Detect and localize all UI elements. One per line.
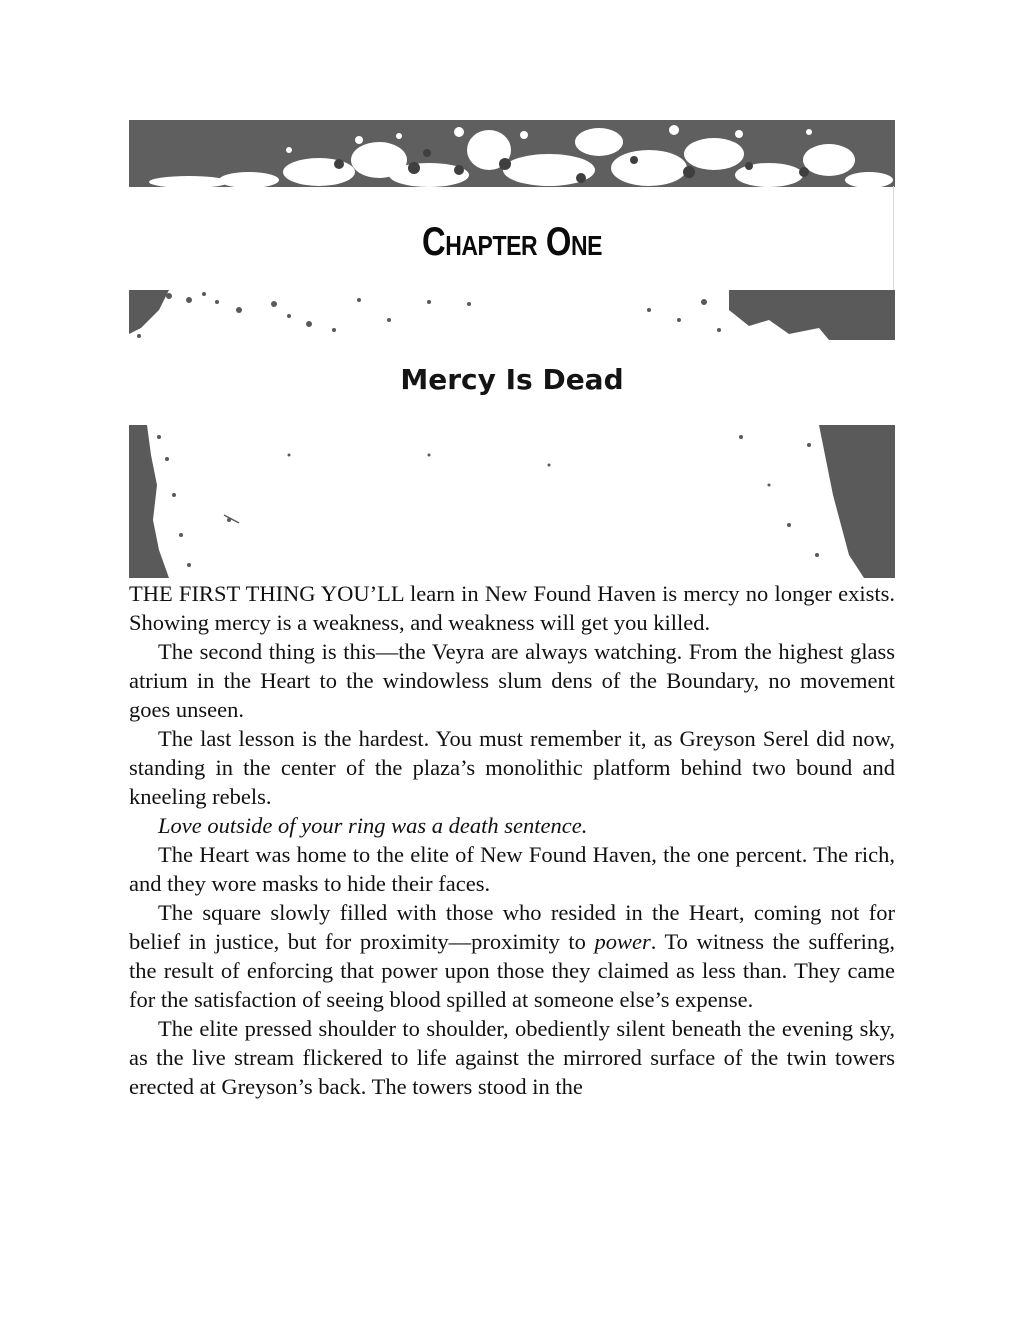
- paragraph-7: The elite pressed shoulder to shoulder, obediently silent beneath the evening sky, as the live stream flickered to life against the mirrored surface of the twin towers erected at Greyson’s back. The towers stood in the: [129, 1016, 895, 1099]
- paragraph-1: THE FIRST THING YOU’LL learn in New Found Haven is mercy no longer exists. Showing mercy is a weakness, and weakness will get you killed.: [129, 581, 895, 635]
- chapter-subtitle: Mercy Is Dead: [400, 363, 624, 396]
- paragraph-6-emphasis: power: [594, 929, 651, 954]
- paragraph-2: The second thing is this—the Veyra are always watching. From the highest glass atrium in the Heart to the windowless slum dens of the Boundary, no movement goes unseen.: [129, 639, 895, 722]
- ink-splatter-band-top: [129, 120, 895, 187]
- paragraph-6-part-a: The square slowly filled with those who resided in the Heart, coming not for belief in justice, but for proximity—proximity to: [129, 900, 895, 954]
- chapter-title: Chapter One: [421, 220, 603, 264]
- ink-splatter-band-lower: [129, 425, 895, 578]
- page-edge-rule: [893, 186, 894, 290]
- paragraph-6-part-b: . To witness the suffering, the result of enforcing that power upon those they claimed as less than. They came for the satisfaction of seeing blood spilled at someone else’s expense.: [129, 929, 895, 1012]
- paragraph-6: [129, 898, 895, 1014]
- paragraph-5: The Heart was home to the elite of New Found Haven, the one percent. The rich, and they wore masks to hide their faces.: [129, 842, 895, 896]
- chapter-body: [129, 579, 895, 1101]
- paragraph-4-italic: Love outside of your ring was a death sentence.: [158, 813, 588, 838]
- ink-splatter-band-middle: [129, 290, 895, 340]
- paragraph-3: The last lesson is the hardest. You must remember it, as Greyson Serel did now, standing in the center of the plaza’s monolithic platform behind two bound and kneeling rebels.: [129, 726, 895, 809]
